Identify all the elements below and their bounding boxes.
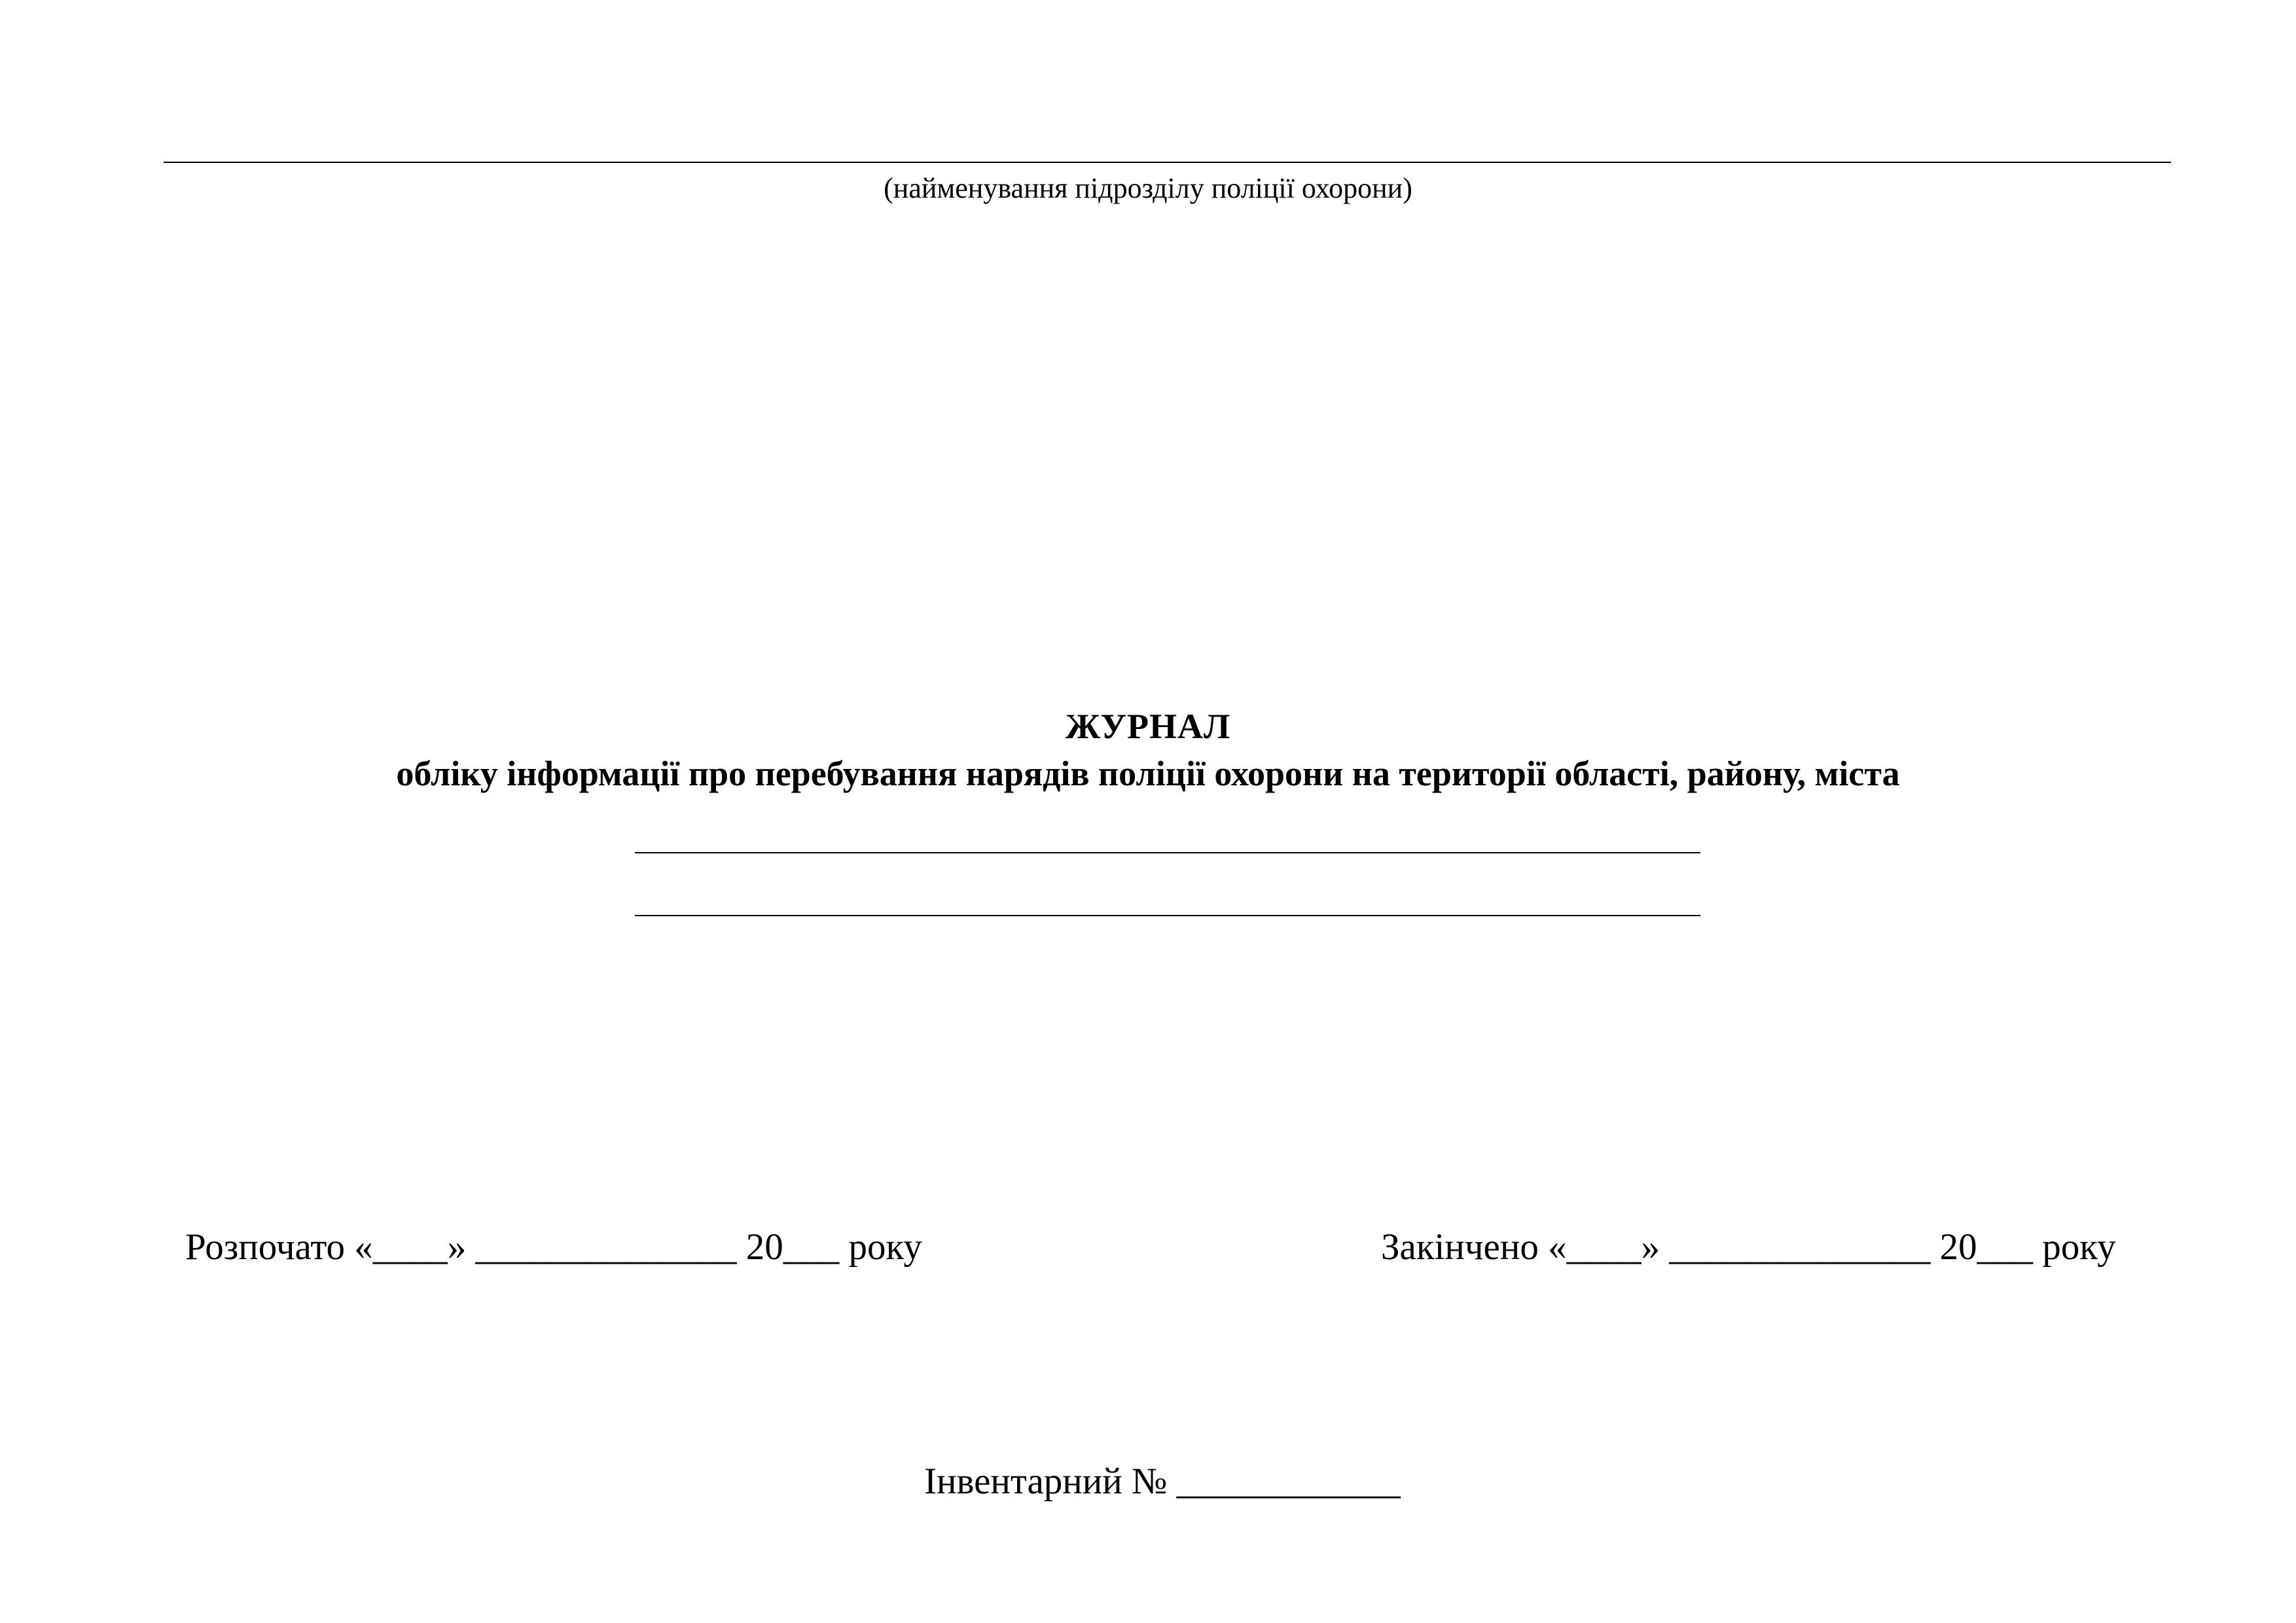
start-date-line: Розпочато «____» ______________ 20___ року <box>185 1226 922 1268</box>
unit-name-line <box>164 162 2171 163</box>
inventory-number-line: Інвентарний № ____________ <box>924 1461 1401 1502</box>
territory-line-2 <box>635 915 1700 916</box>
journal-subtitle: обліку інформації про перебування нарядів поліції охорони на території області, району, міста <box>396 754 1900 793</box>
journal-title: ЖУРНАЛ <box>1065 707 1231 746</box>
territory-line-1 <box>635 852 1700 853</box>
end-date-line: Закінчено «____» ______________ 20___ року <box>1381 1226 2116 1268</box>
unit-name-caption: (найменування підрозділу поліції охорони) <box>884 172 1412 204</box>
